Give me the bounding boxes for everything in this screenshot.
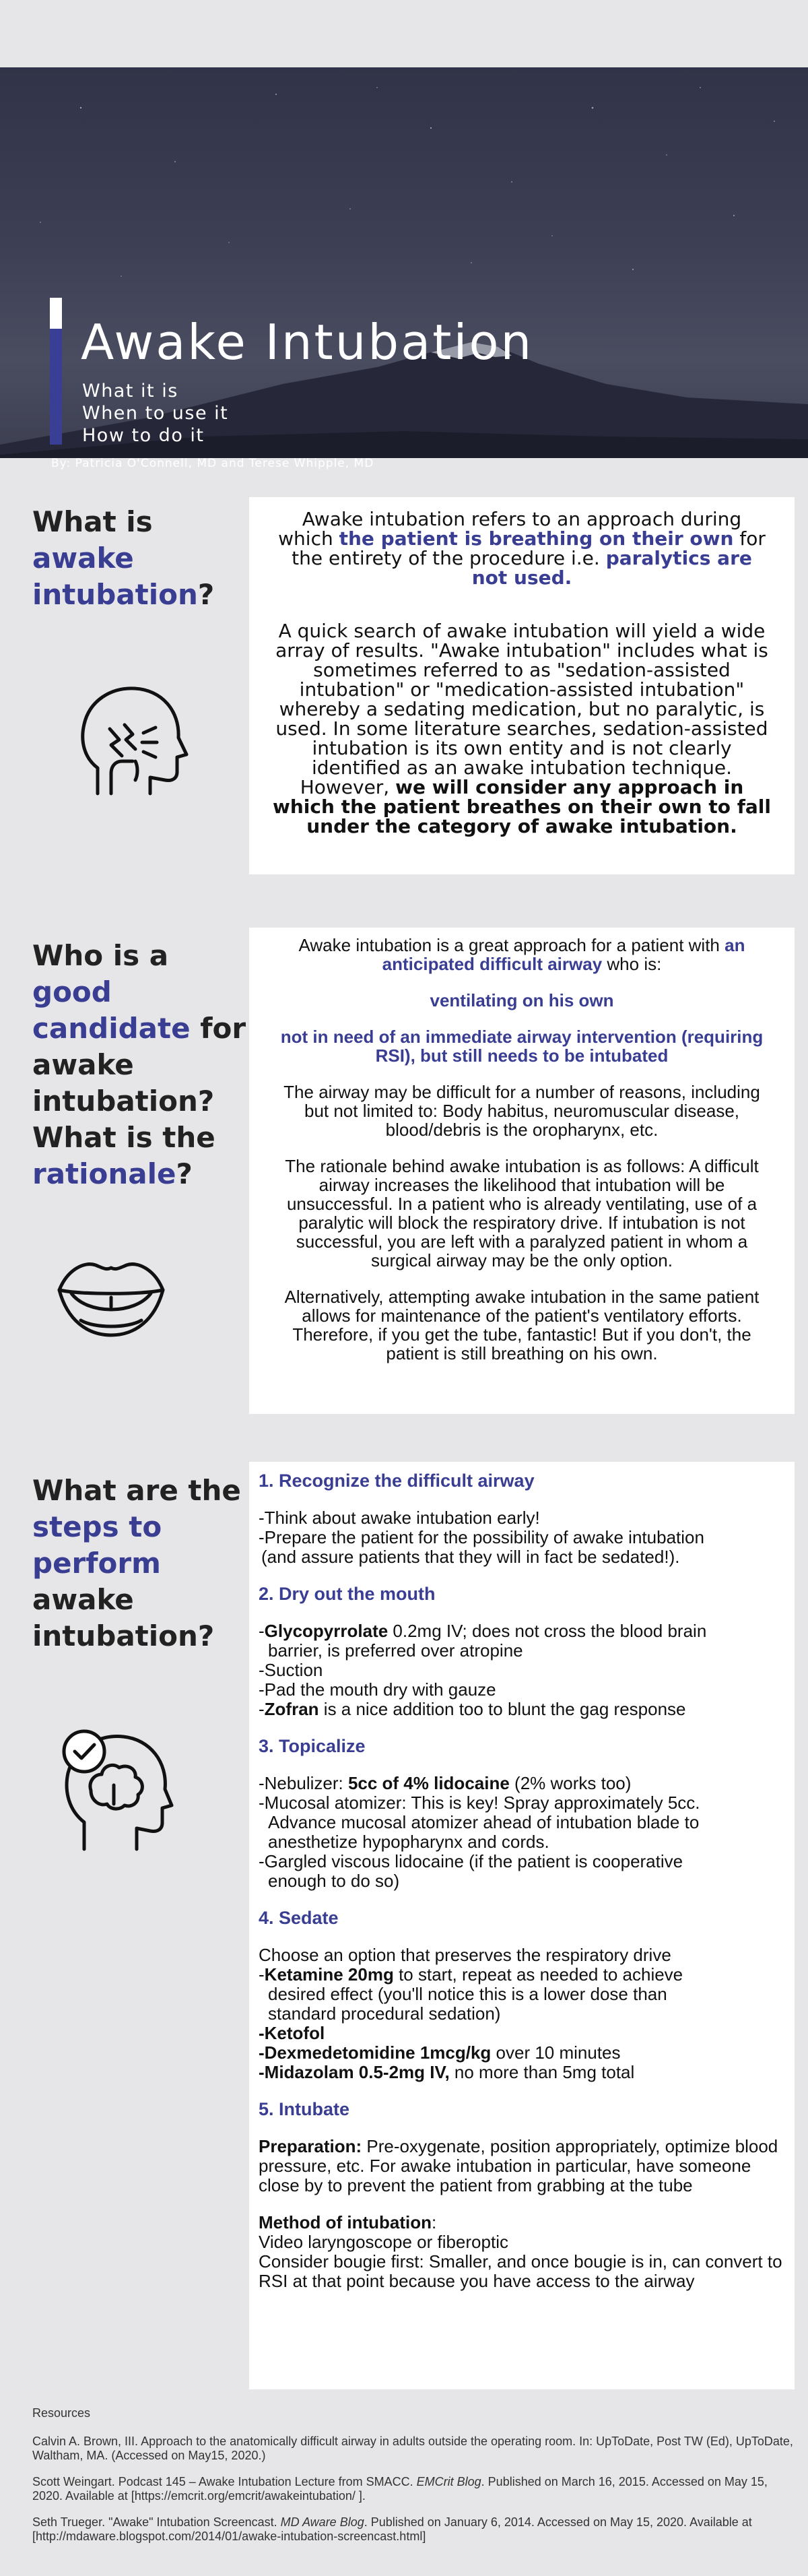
step2-heading: 2. Dry out the mouth bbox=[259, 1584, 436, 1604]
hero-banner bbox=[0, 67, 808, 470]
step1-list bbox=[259, 1508, 785, 1567]
breathing-own-highlight: the patient is breathing on their own bbox=[339, 527, 734, 550]
step5-heading: 5. Intubate bbox=[259, 2099, 350, 2119]
step3-heading: 3. Topicalize bbox=[259, 1736, 366, 1756]
list-item: -Suction bbox=[259, 1660, 323, 1680]
section1-title-part3: ? bbox=[197, 578, 215, 611]
steps-highlight: steps to perform bbox=[32, 1510, 162, 1580]
reference-1: Calvin A. Brown, III. Approach to the anatomically difficult airway in adults outside the operating room. In: UpToDate, Post TW (Ed), UpToDate, Waltham, MA. (Accessed on May15, 2020.) bbox=[32, 2435, 793, 2462]
step5-method: Method of intubation: Video laryngoscope or fiberoptic Consider bougie first: Smaller, and once bougie is in, can convert to RSI at that point because you have access to the airway bbox=[259, 2213, 785, 2291]
reference-3: Seth Trueger. "Awake" Intubation Screencast. MD Aware Blog. Published on January 6, 2014. Accessed on May 15, 2020. Available at [http://mdaware.blogspot.com/2014/01/awake-intubation-screencast.html] bbox=[32, 2515, 752, 2543]
no-paralytics-highlight: paralytics are not used. bbox=[471, 547, 752, 589]
list-item: desired effect (you'll notice this is a lower dose than bbox=[268, 1984, 667, 2004]
step2-list bbox=[259, 1621, 785, 1719]
list-item: -Midazolam 0.5-2mg IV, no more than 5mg total bbox=[259, 2062, 635, 2082]
author-byline: By: Patricia O'Connell, MD and Terese Whipple, MD bbox=[51, 457, 374, 470]
title-accent-highlight bbox=[50, 298, 62, 329]
list-item: -Glycopyrrolate 0.2mg IV; does not cross the blood brain bbox=[259, 1621, 707, 1641]
alternative-paragraph: Alternatively, attempting awake intubation in the same patient allows for maintenance of the patient's ventilatory efforts. Therefore, if you get the tube, fantastic! But if you don't, the patient is still breathing on his own. bbox=[284, 1287, 760, 1363]
section1-panel bbox=[249, 497, 795, 874]
resources-section bbox=[32, 2406, 793, 2556]
step1-heading: 1. Recognize the difficult airway bbox=[259, 1471, 535, 1491]
section3-panel bbox=[249, 1462, 795, 2389]
step4-list bbox=[259, 1945, 785, 2082]
scope-paragraph: A quick search of awake intubation will yield a wide array of results. "Awake intubation" includes what is sometimes referred to as "sedation-assisted intubation" or "medication-assisted intubation" whereby a sedating medication, but no paralytic, is used. In some literature searches, sedation-assisted intubation is its own entity and is not clearly identified as an awake intubation technique. However, we will consider any approach in which the patient breathes on their own to fall under the category of awake intubation. bbox=[273, 620, 771, 837]
list-item: -Gargled viscous lidocaine (if the patient is cooperative bbox=[259, 1851, 683, 1871]
subtitle-when: When to use it bbox=[82, 403, 229, 424]
list-item: -Mucosal atomizer: This is key! Spray approximately 5cc. bbox=[259, 1793, 700, 1813]
page-title: Awake Intubation bbox=[81, 314, 534, 371]
list-item: -Ketofol bbox=[259, 2023, 325, 2043]
list-item: Advance mucosal atomizer ahead of intubation blade to bbox=[268, 1812, 700, 1832]
list-item: (and assure patients that they will in fact be sedated!). bbox=[261, 1547, 680, 1567]
list-item: Choose an option that preserves the respiratory drive bbox=[259, 1945, 671, 1965]
step4-heading: 4. Sedate bbox=[259, 1908, 339, 1928]
list-item: enough to do so) bbox=[268, 1871, 400, 1891]
section1-title-highlight: awake intubation bbox=[32, 542, 198, 611]
section3-title: What are the steps to perform awake intubation? bbox=[32, 1474, 241, 1652]
list-item: Consider bougie first: Smaller, and once bougie is in, can convert to RSI at that point because you have access to the airway bbox=[259, 2251, 782, 2291]
head-throat-pain-icon bbox=[71, 680, 192, 802]
definition-paragraph: Awake intubation refers to an approach during which the patient is breathing on their own for the entirety of the procedure i.e. paralytics are not used. bbox=[278, 508, 766, 589]
section1-title-part1: What is bbox=[32, 505, 153, 538]
candidate-intro: Awake intubation is a great approach for a patient with an anticipated difficult airway who is: bbox=[298, 935, 745, 974]
rationale-highlight: rationale bbox=[32, 1157, 176, 1190]
difficult-reasons-paragraph: The airway may be difficult for a number of reasons, including but not limited to: Body habitus, neuromuscular disease, blood/debris is the oropharynx, etc. bbox=[283, 1082, 760, 1140]
head-checkmark-icon bbox=[57, 1725, 172, 1853]
scope-emphasis: we will consider any approach in which the patient breathes on their own to fall under the category of awake intubation. bbox=[273, 776, 771, 837]
step5-preparation: Preparation: Pre-oxygenate, position appropriately, optimize blood pressure, etc. For awake intubation in particular, have someone close by to prevent the patient from grabbing at the tube bbox=[259, 2136, 778, 2195]
section1-title bbox=[32, 504, 255, 613]
list-item: Video laryngoscope or fiberoptic bbox=[259, 2232, 508, 2252]
section2-title: Who is a good candidate for awake intubation? What is the rationale? bbox=[32, 939, 246, 1190]
resources-heading: Resources bbox=[32, 2406, 91, 2420]
subtitle-how: How to do it bbox=[82, 425, 205, 446]
condition-ventilating: ventilating on his own bbox=[430, 990, 614, 1010]
subtitle-what: What it is bbox=[82, 381, 178, 401]
list-item: -Dexmedetomidine 1mcg/kg over 10 minutes bbox=[259, 2042, 621, 2063]
list-item: -Think about awake intubation early! bbox=[259, 1508, 540, 1528]
reference-2: Scott Weingart. Podcast 145 – Awake Intubation Lecture from SMACC. EMCrit Blog. Published on March 16, 2015. Accessed on May 15, 2020. Available at [https://emcrit.org/emcrit/awakeintubation/ ]. bbox=[32, 2475, 768, 2503]
step3-list bbox=[259, 1774, 785, 1891]
mouth-lips-icon bbox=[54, 1253, 168, 1341]
list-item: standard procedural sedation) bbox=[268, 2003, 501, 2024]
subtitle-list bbox=[82, 380, 228, 447]
difficult-airway-highlight: an anticipated difficult airway bbox=[382, 935, 745, 974]
list-item: -Prepare the patient for the possibility of awake intubation bbox=[259, 1527, 704, 1547]
list-item: -Ketamine 20mg to start, repeat as needed to achieve bbox=[259, 1964, 683, 1985]
section2-panel bbox=[249, 928, 795, 1414]
list-item: -Pad the mouth dry with gauze bbox=[259, 1679, 496, 1700]
list-item: -Zofran is a nice addition too to blunt the gag response bbox=[259, 1699, 686, 1719]
list-item: barrier, is preferred over atropine bbox=[268, 1640, 523, 1661]
rationale-paragraph: The rationale behind awake intubation is as follows: A difficult airway increases the likelihood that intubation will be unsuccessful. In a patient who is already ventilating, use of a paralytic will block the respiratory drive. If intubation is not successful, you are left with a paralyzed patient in whom a surgical airway may be the only option. bbox=[285, 1156, 759, 1270]
condition-not-immediate: not in need of an immediate airway intervention (requiring RSI), but still needs to be intubated bbox=[280, 1027, 764, 1066]
list-item: anesthetize hypopharynx and cords. bbox=[268, 1832, 549, 1852]
good-candidate-highlight: good candidate bbox=[32, 975, 191, 1045]
list-item: -Nebulizer: 5cc of 4% lidocaine (2% works too) bbox=[259, 1773, 632, 1793]
